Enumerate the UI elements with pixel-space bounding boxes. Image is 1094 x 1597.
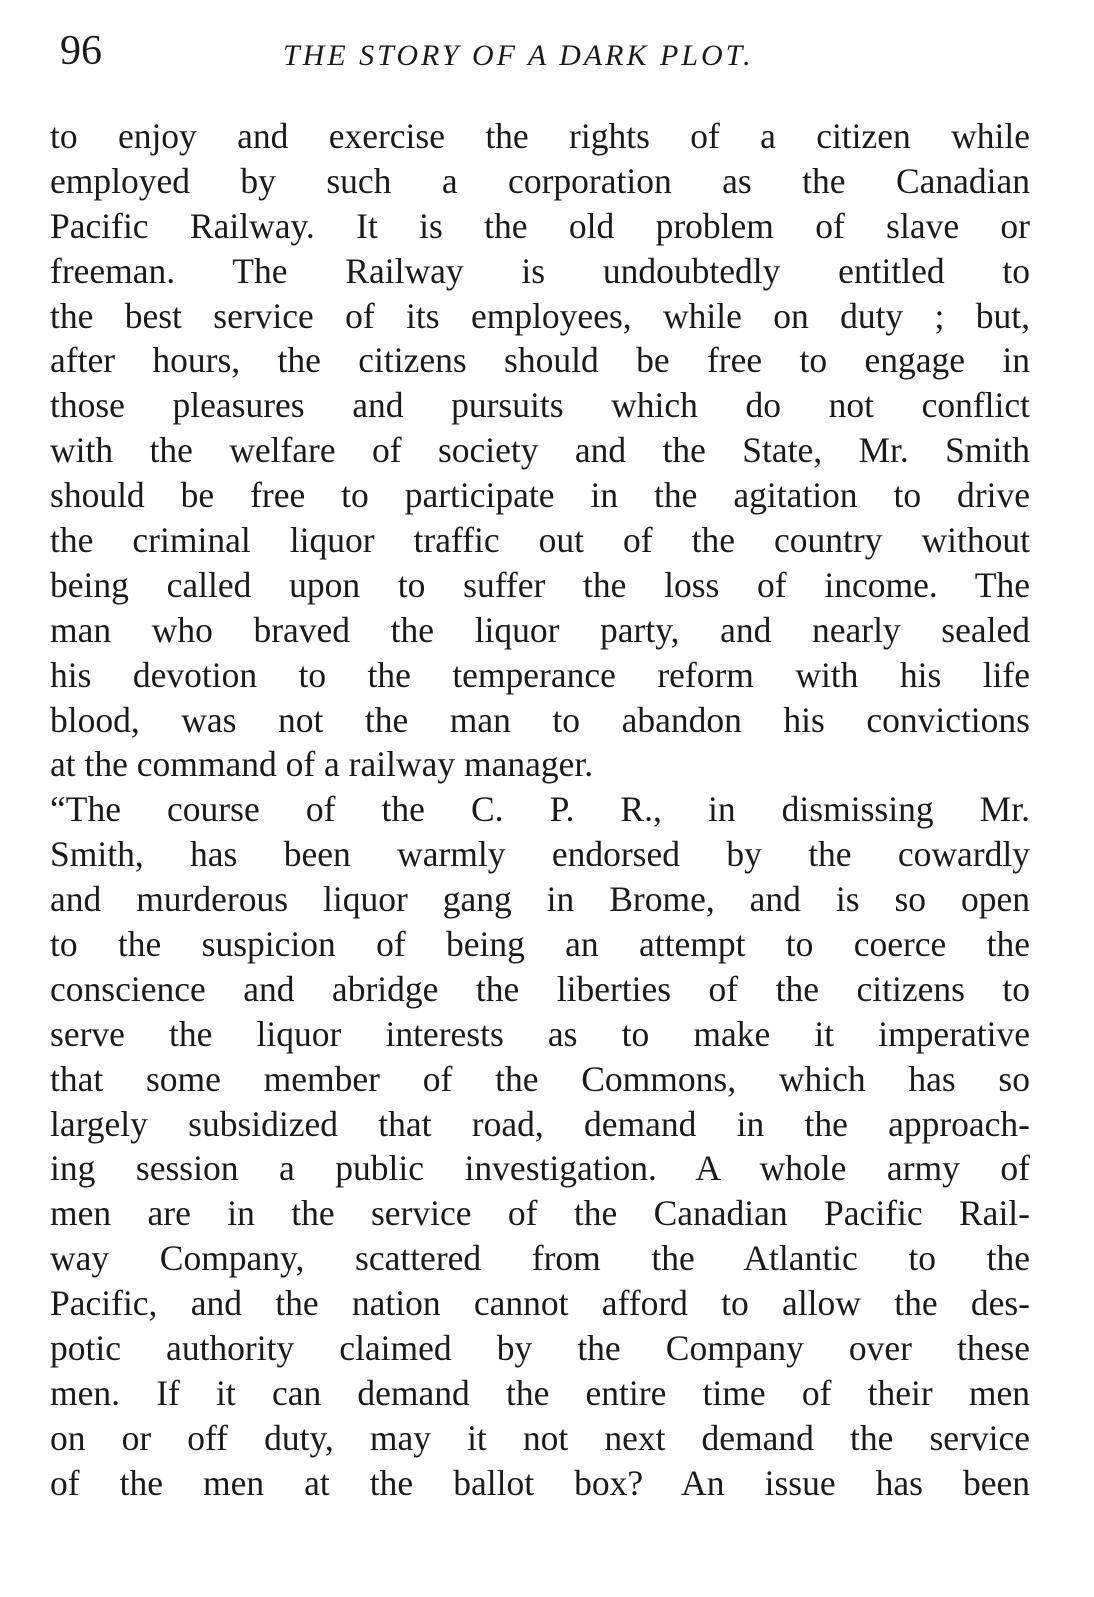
text-line: potic authority claimed by the Company over these — [50, 1328, 1030, 1369]
text-line: largely subsidized that road, demand in the approach- — [50, 1103, 1030, 1144]
running-title: THE STORY OF A DARK PLOT. — [283, 39, 754, 72]
text-line: freeman. The Railway is undoubtedly entitled to — [50, 250, 1030, 291]
text-line: Pacific, and the nation cannot afford to allow the des- — [50, 1283, 1030, 1324]
text-line: Smith, has been warmly endorsed by the cowardly — [50, 834, 1030, 875]
text-line: way Company, scattered from the Atlantic to the — [50, 1238, 1030, 1279]
text-line: after hours, the citizens should be free to engage in — [50, 340, 1030, 381]
text-line: men. If it can demand the entire time of their men — [50, 1372, 1030, 1413]
text-line: employed by such a corporation as the Canadian — [50, 160, 1030, 201]
text-line: those pleasures and pursuits which do not conflict — [50, 385, 1030, 426]
page-number: 96 — [60, 28, 102, 74]
text-line: to enjoy and exercise the rights of a citizen while — [50, 116, 1030, 156]
text-line: blood, was not the man to abandon his convictions — [50, 699, 1030, 740]
body-text — [50, 114, 1030, 1506]
text-line: men are in the service of the Canadian Pacific Rail- — [50, 1193, 1030, 1234]
text-line: being called upon to suffer the loss of income. The — [50, 564, 1030, 605]
text-line: at the command of a railway manager. — [50, 744, 594, 785]
text-line: of the men at the ballot box? An issue has been — [50, 1462, 1030, 1503]
text-line: conscience and abridge the liberties of the citizens to — [50, 968, 1030, 1009]
page-header — [0, 26, 1094, 86]
text-line: and murderous liquor gang in Brome, and is so open — [50, 879, 1030, 920]
text-line: serve the liquor interests as to make it imperative — [50, 1013, 1030, 1054]
text-line: “The course of the C. P. R., in dismissing Mr. — [50, 789, 1030, 830]
text-line: Pacific Railway. It is the old problem of slave or — [50, 205, 1030, 246]
text-line: the best service of its employees, while on duty ; but, — [50, 295, 1030, 336]
text-line: that some member of the Commons, which has so — [50, 1058, 1030, 1099]
text-line: the criminal liquor traffic out of the country without — [50, 520, 1030, 561]
text-line: on or off duty, may it not next demand the service — [50, 1417, 1030, 1458]
text-line: his devotion to the temperance reform with his life — [50, 654, 1030, 695]
text-line: man who braved the liquor party, and nearly sealed — [50, 609, 1030, 650]
text-line: ing session a public investigation. A whole army of — [50, 1148, 1030, 1189]
text-line: to the suspicion of being an attempt to coerce the — [50, 924, 1030, 965]
text-line: should be free to participate in the agitation to drive — [50, 475, 1030, 516]
text-line: with the welfare of society and the State, Mr. Smith — [50, 430, 1030, 471]
